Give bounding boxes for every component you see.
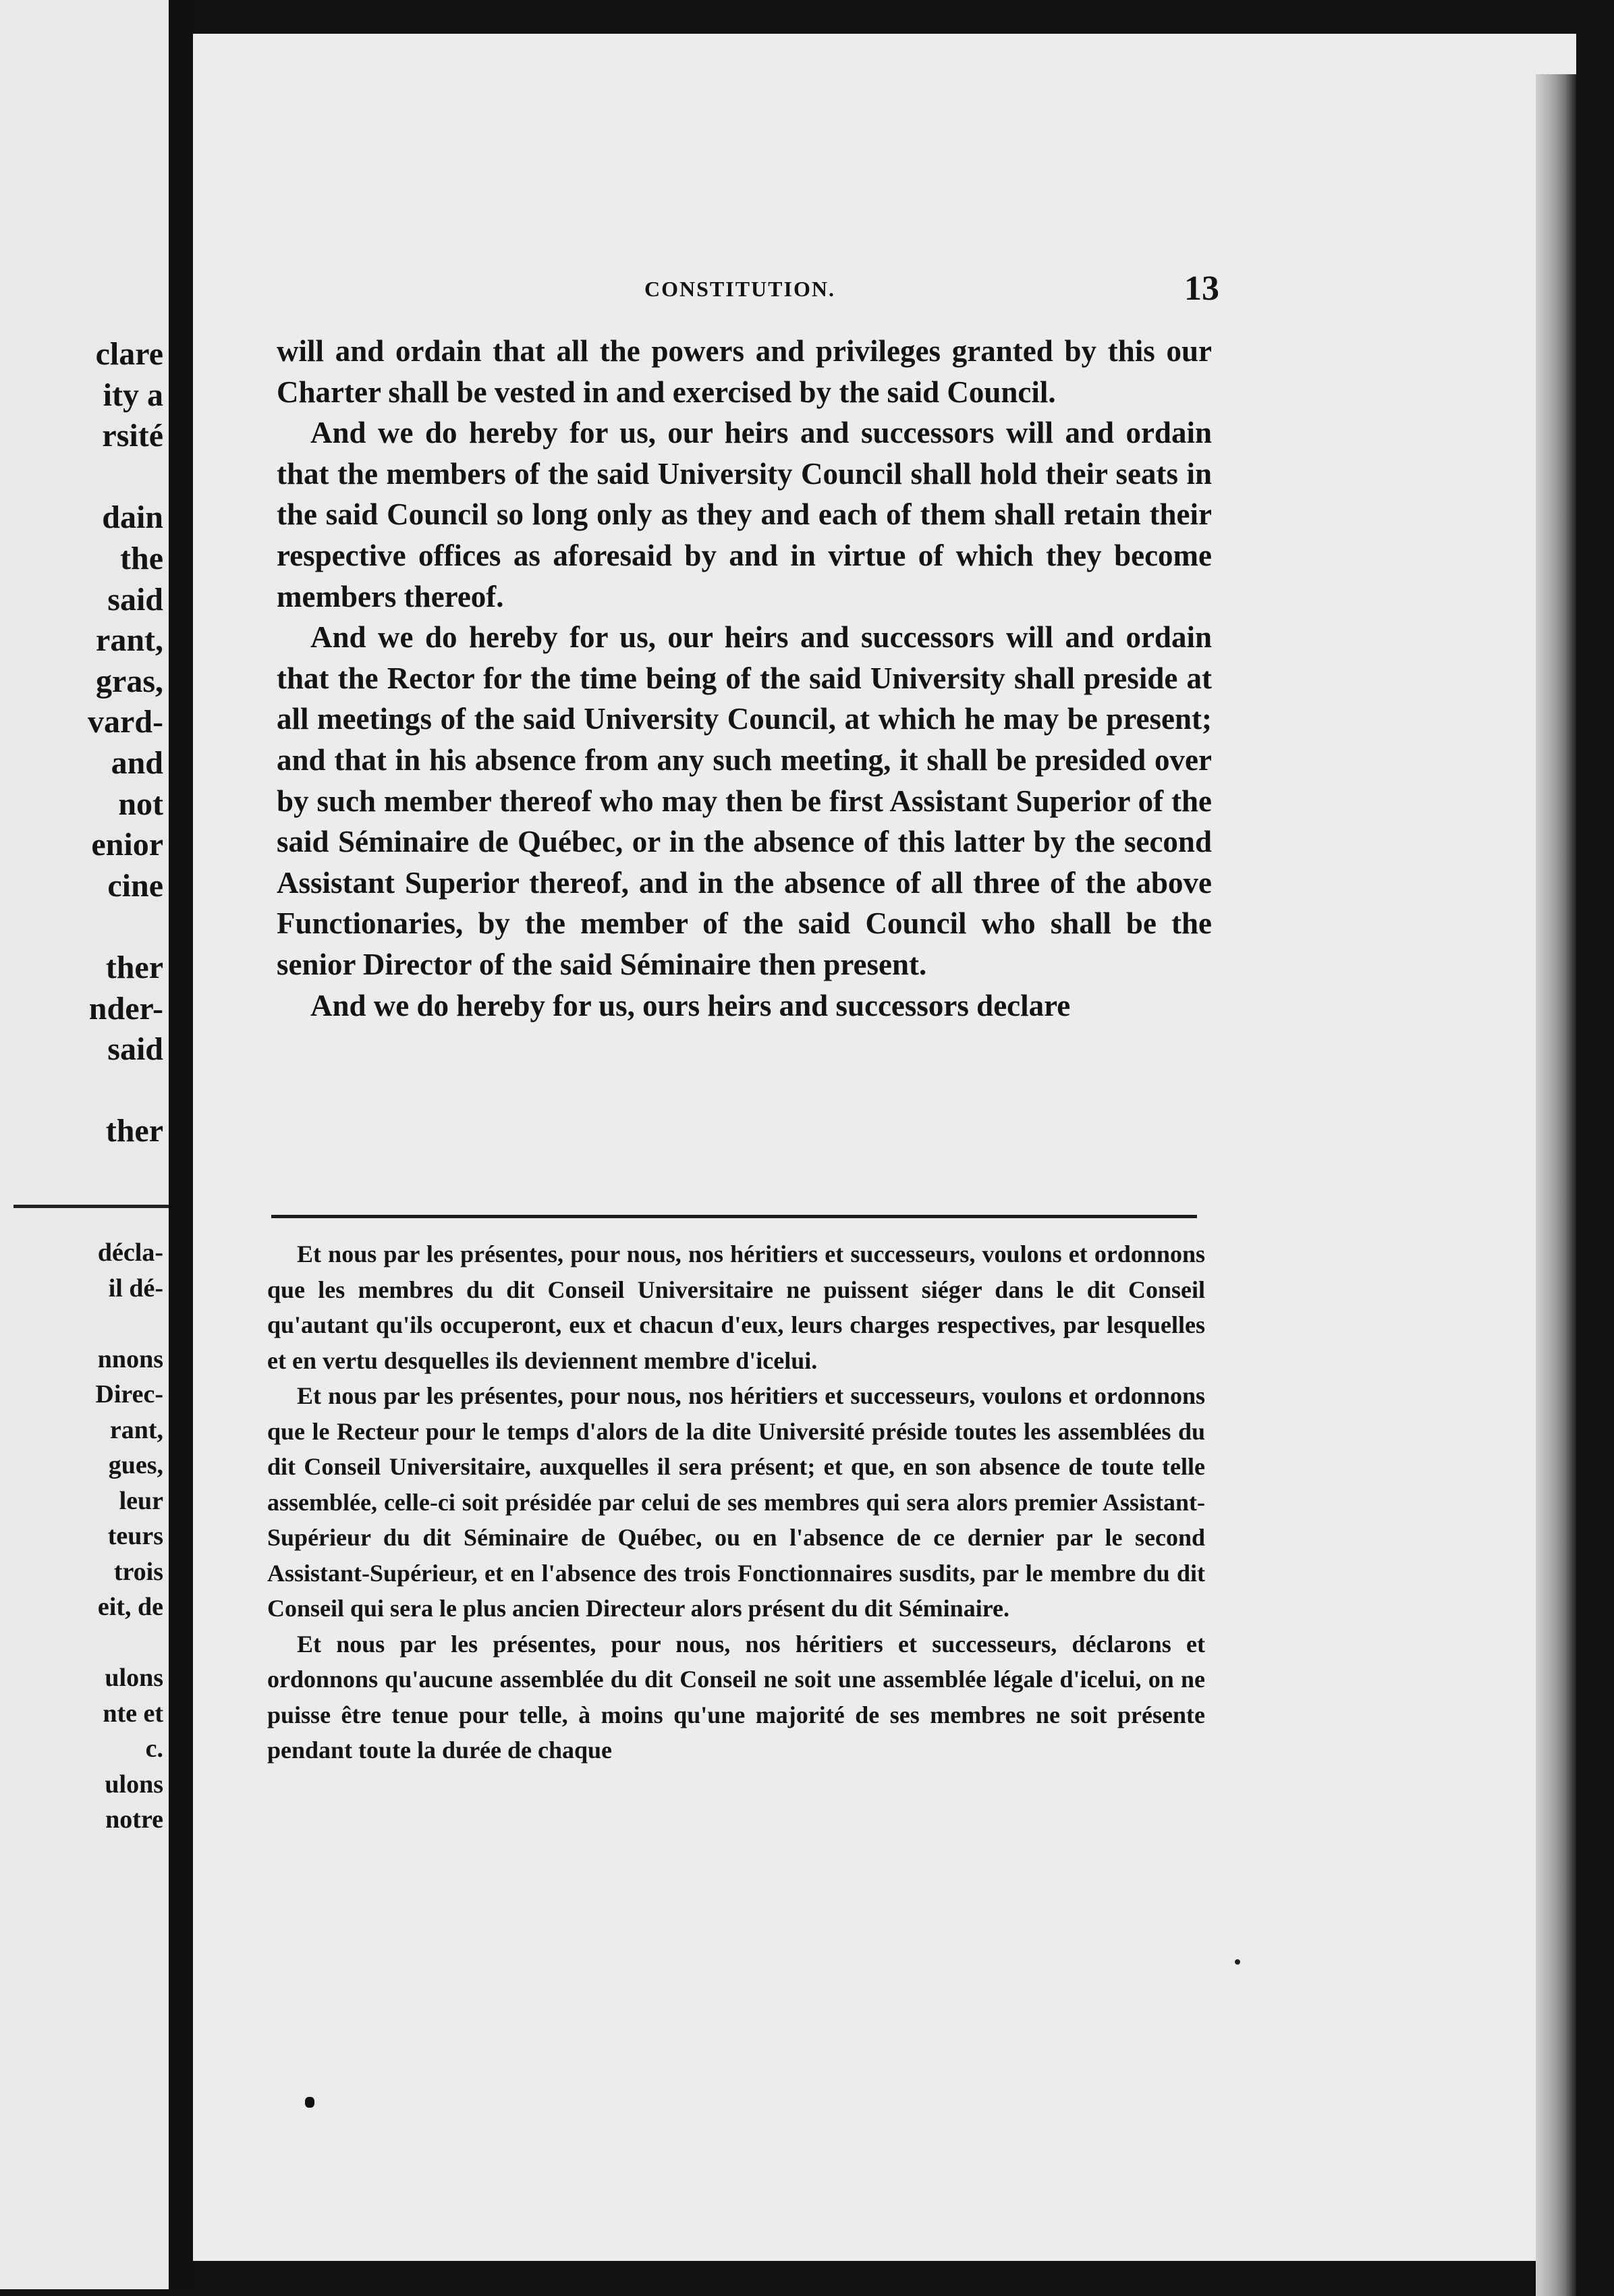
left-page-main-column xyxy=(88,334,163,1152)
french-text-block xyxy=(267,1236,1205,1768)
left-line: ity a xyxy=(103,377,163,413)
left-line: vard- xyxy=(88,704,163,740)
french-paragraph: Et nous par les présentes, pour nous, nos héritiers et successeurs, voulons et ordonnons que le Recteur pour le temps d'alors de la dite Université préside toutes les assemblées du dit Conseil Universitaire, auxquelles il sera présent; et que, en son absence de toute telle assemblée, celle-ci soit présidée par celui de ses membres qui sera alors premier Assistant-Supérieur du dit Séminaire de Québec, ou en l'absence de ce dernier par le second Assistant-Supérieur, et en l'absence des trois Fonctionnaires susdits, par le membre du dit Conseil qui sera le plus ancien Directeur alors présent du dit Séminaire. xyxy=(267,1382,1205,1622)
left-line: cine xyxy=(107,867,163,904)
left-page-rule xyxy=(13,1205,169,1208)
left-line: the xyxy=(120,540,163,576)
page-number: 13 xyxy=(1184,269,1219,308)
left-note-line: nnons xyxy=(97,1344,163,1373)
ink-speck xyxy=(1235,1959,1240,1965)
left-note-line xyxy=(95,1306,163,1342)
left-line: rsité xyxy=(102,418,163,454)
left-note-line: c. xyxy=(145,1734,163,1763)
left-note-line: rant, xyxy=(109,1415,163,1444)
english-paragraph: And we do hereby for us, our heirs and successors will and ordain that the members of the said University Council shall hold their seats in the said Council so long only as they and each of them shall retain their respective offices as aforesaid by and in virtue of which they become members thereof. xyxy=(277,416,1212,613)
left-page-fragment xyxy=(0,0,169,2289)
left-note-line: ulons xyxy=(105,1664,163,1692)
left-note-line: ulons xyxy=(105,1770,163,1799)
left-note-line: notre xyxy=(105,1805,163,1834)
left-line: gras, xyxy=(96,663,163,699)
left-note-line: eit, de xyxy=(97,1593,163,1621)
left-line xyxy=(88,906,163,948)
section-divider-rule xyxy=(271,1215,1197,1218)
french-paragraph: Et nous par les présentes, pour nous, nos héritiers et successeurs, voulons et ordonnons que les membres du dit Conseil Universitaire ne puissent siéger dans le dit Conseil qu'autant qu'ils occuperont, eux et chacun d'eux, leurs charges respectives, par lesquelles et en vertu desquelles ils deviennent membre d'icelui. xyxy=(267,1240,1205,1374)
book-gutter xyxy=(169,0,193,2289)
english-paragraph: will and ordain that all the powers and privileges granted by this our Charter shall be vested in and exercised by the said Council. xyxy=(277,334,1212,409)
left-line: ther xyxy=(105,1113,163,1149)
running-head: CONSTITUTION. xyxy=(644,277,835,301)
left-note-line: nte et xyxy=(103,1699,163,1728)
left-note-line: leur xyxy=(119,1486,163,1515)
left-line: nder- xyxy=(88,990,163,1027)
left-line: enior xyxy=(91,827,163,863)
left-line: said xyxy=(107,581,163,618)
left-note-line: gues, xyxy=(108,1451,163,1479)
french-paragraph: Et nous par les présentes, pour nous, nos héritiers et successeurs, déclarons et ordonnons qu'aucune assemblée du dit Conseil ne soit une assemblée légale d'icelui, on ne puisse être tenue pour telle, à moins qu'une majorité de ses membres ne soit présente pendant toute la durée de chaque xyxy=(267,1630,1205,1764)
left-line: ther xyxy=(105,949,163,985)
left-line xyxy=(88,1070,163,1112)
left-note-line: Direc- xyxy=(95,1380,163,1409)
left-line: not xyxy=(118,786,163,822)
page-edge-shadow xyxy=(1536,74,1576,2296)
ink-speck xyxy=(305,2097,314,2108)
left-line: said xyxy=(107,1031,163,1068)
left-line: rant, xyxy=(96,622,163,659)
left-note-line: il dé- xyxy=(108,1274,163,1303)
english-paragraph: And we do hereby for us, our heirs and successors will and ordain that the Rector for the time being of the said University shall preside at all meetings of the said University Council, at which he may be present; and that in his absence from any such meeting, it shall be presided over by such member thereof who may then be first Assistant Superior of the said Séminaire de Québec, or in the absence of this latter by the second Assistant Superior thereof, and in the absence of all three of the above Functionaries, by the member of the said Council who shall be the senior Director of the said Séminaire then present. xyxy=(277,620,1212,981)
left-line: clare xyxy=(95,336,163,372)
left-line xyxy=(88,457,163,498)
left-line: and xyxy=(111,744,163,781)
english-paragraph: And we do hereby for us, ours heirs and successors declare xyxy=(310,988,1071,1022)
english-text-block xyxy=(277,331,1212,1026)
left-note-line xyxy=(95,1625,163,1661)
left-page-note-column xyxy=(95,1235,163,1838)
left-line: dain xyxy=(102,499,163,536)
left-note-line: trois xyxy=(113,1557,163,1586)
left-note-line: teurs xyxy=(107,1522,163,1550)
left-note-line: décla- xyxy=(97,1238,163,1267)
